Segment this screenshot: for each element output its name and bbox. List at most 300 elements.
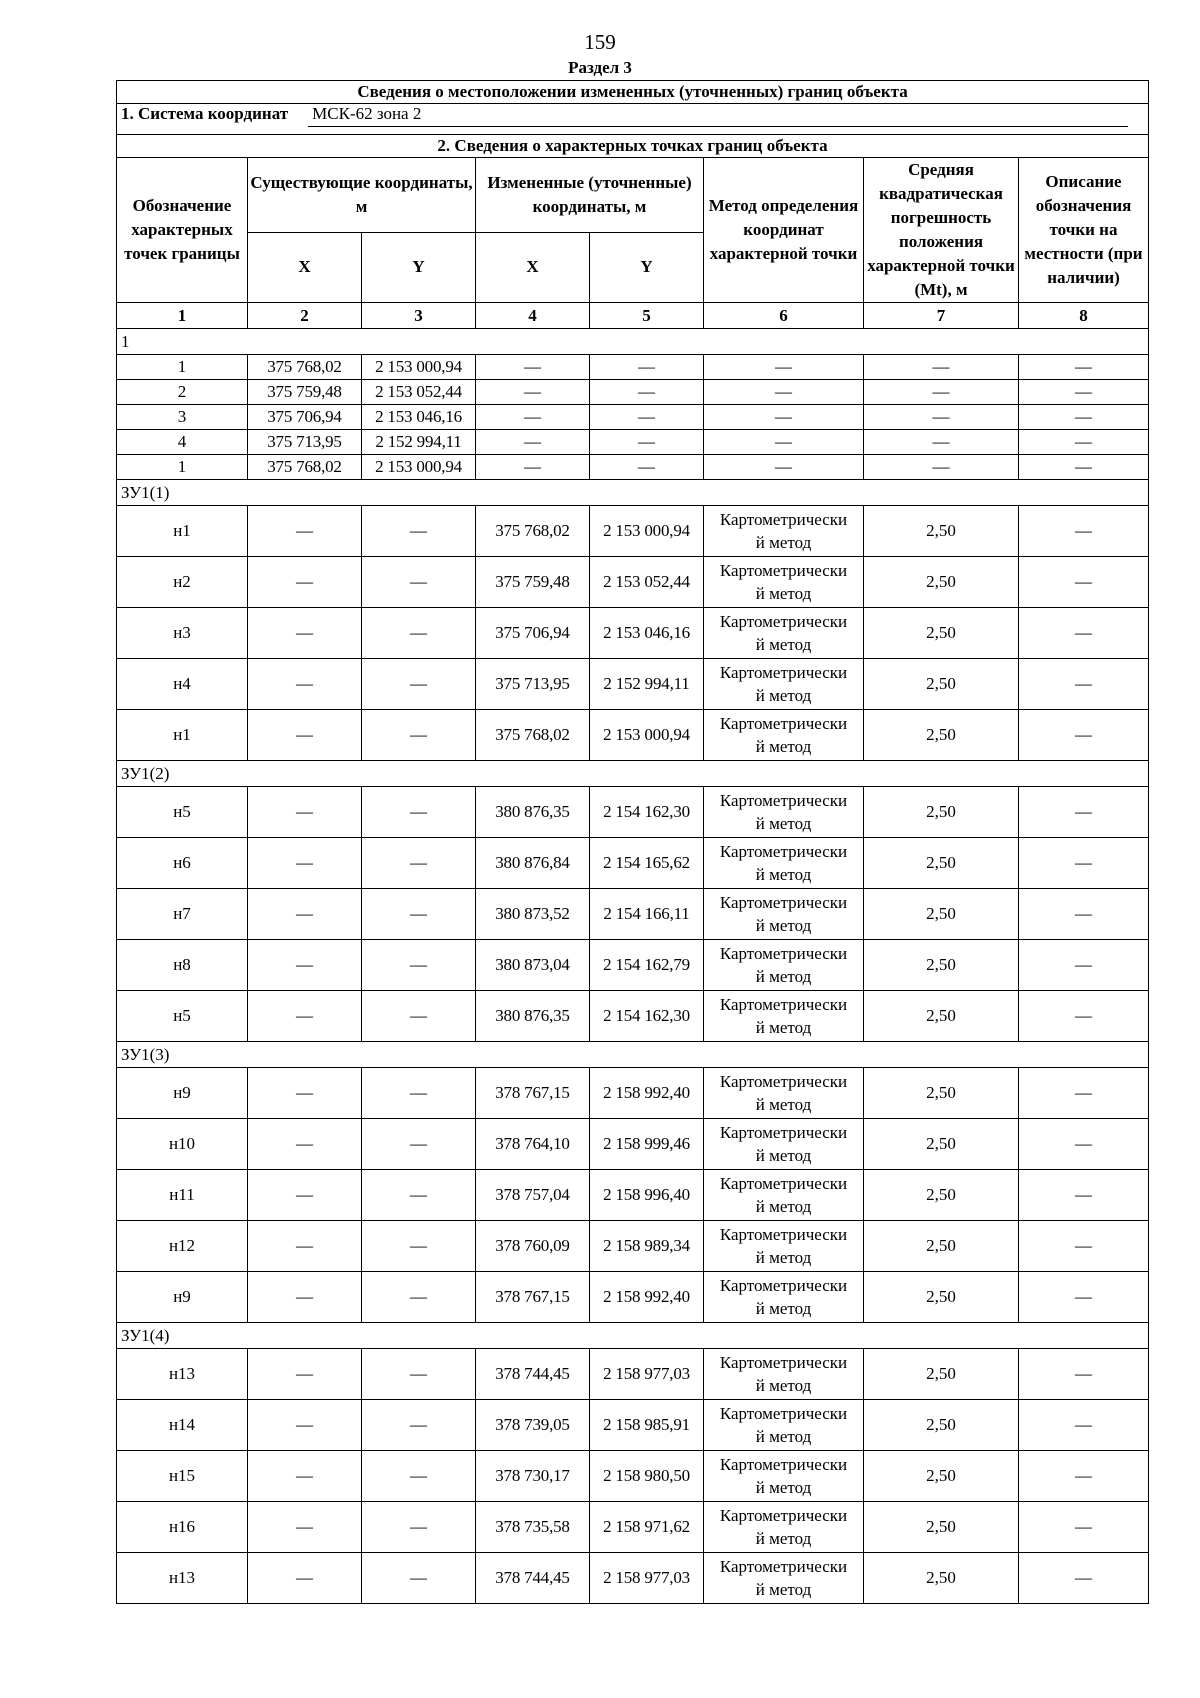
error: — <box>864 430 1019 455</box>
column-number-row <box>117 303 1149 329</box>
description: — <box>1019 889 1149 940</box>
description: — <box>1019 1119 1149 1170</box>
error: 2,50 <box>864 659 1019 710</box>
method-line: й метод <box>755 1299 812 1318</box>
existing-x: — <box>248 1272 362 1323</box>
table-row <box>117 405 1149 430</box>
method <box>704 889 864 940</box>
description: — <box>1019 710 1149 761</box>
changed-x: — <box>476 430 590 455</box>
description: — <box>1019 1553 1149 1604</box>
method <box>704 1553 864 1604</box>
changed-x: 380 876,35 <box>476 991 590 1042</box>
column-number: 3 <box>362 303 476 329</box>
column-number: 6 <box>704 303 864 329</box>
description: — <box>1019 1451 1149 1502</box>
method-line: й метод <box>755 1248 812 1267</box>
method-line: Картометрически <box>719 1072 848 1091</box>
changed-x: 378 730,17 <box>476 1451 590 1502</box>
changed-y: 2 158 985,91 <box>590 1400 704 1451</box>
existing-x: — <box>248 1400 362 1451</box>
error: 2,50 <box>864 889 1019 940</box>
description: — <box>1019 940 1149 991</box>
method <box>704 991 864 1042</box>
boundary-points-table <box>116 80 1149 1604</box>
point-designation: н16 <box>117 1502 248 1553</box>
method-line: й метод <box>755 635 812 654</box>
table-row <box>117 1451 1149 1502</box>
changed-y: 2 152 994,11 <box>590 659 704 710</box>
group-name: ЗУ1(1) <box>117 480 1149 506</box>
header-existing: Существующие координаты, м <box>248 158 476 233</box>
existing-y: 2 153 000,94 <box>362 455 476 480</box>
method-line: Картометрически <box>719 561 848 580</box>
points-title: 2. Сведения о характерных точках границ объекта <box>117 135 1149 158</box>
changed-x: — <box>476 380 590 405</box>
changed-x: 378 744,45 <box>476 1349 590 1400</box>
method <box>704 557 864 608</box>
existing-x: — <box>248 1451 362 1502</box>
method-line: Картометрически <box>719 612 848 631</box>
changed-y: 2 153 052,44 <box>590 557 704 608</box>
header-description: Описание обозначения точки на местности (при наличии) <box>1019 158 1149 303</box>
method-line: й метод <box>755 1580 812 1599</box>
method: — <box>704 355 864 380</box>
method-line: й метод <box>755 1095 812 1114</box>
description: — <box>1019 1502 1149 1553</box>
method <box>704 506 864 557</box>
table-body <box>117 81 1149 1604</box>
method <box>704 1349 864 1400</box>
changed-y: 2 153 046,16 <box>590 608 704 659</box>
existing-y: — <box>362 787 476 838</box>
table-row <box>117 1553 1149 1604</box>
existing-y: — <box>362 940 476 991</box>
header-method: Метод определения координат характерной точки <box>704 158 864 303</box>
group-name: ЗУ1(2) <box>117 761 1149 787</box>
changed-y: — <box>590 355 704 380</box>
existing-x: — <box>248 659 362 710</box>
existing-x: — <box>248 1221 362 1272</box>
existing-y: 2 152 994,11 <box>362 430 476 455</box>
description: — <box>1019 355 1149 380</box>
existing-x: 375 768,02 <box>248 455 362 480</box>
method-line: Картометрически <box>719 1123 848 1142</box>
table-row <box>117 557 1149 608</box>
table-row <box>117 710 1149 761</box>
changed-y: — <box>590 405 704 430</box>
changed-y: 2 153 000,94 <box>590 506 704 557</box>
description: — <box>1019 557 1149 608</box>
error: 2,50 <box>864 1170 1019 1221</box>
error: — <box>864 455 1019 480</box>
method-line: Картометрически <box>719 893 848 912</box>
error: 2,50 <box>864 1349 1019 1400</box>
existing-x: 375 706,94 <box>248 405 362 430</box>
section-title: Раздел 3 <box>568 58 632 77</box>
method: — <box>704 405 864 430</box>
method-line: Картометрически <box>719 663 848 682</box>
changed-y: 2 158 999,46 <box>590 1119 704 1170</box>
changed-y: — <box>590 430 704 455</box>
table-row <box>117 1119 1149 1170</box>
method-line: й метод <box>755 1427 812 1446</box>
point-designation: 2 <box>117 380 248 405</box>
point-designation: н15 <box>117 1451 248 1502</box>
error: 2,50 <box>864 1502 1019 1553</box>
changed-x: 378 760,09 <box>476 1221 590 1272</box>
method-line: й метод <box>755 1478 812 1497</box>
table-row <box>117 787 1149 838</box>
method-line: Картометрически <box>719 1353 848 1372</box>
table-row <box>117 455 1149 480</box>
table-row <box>117 1349 1149 1400</box>
changed-x: 378 767,15 <box>476 1272 590 1323</box>
error: 2,50 <box>864 940 1019 991</box>
table-title: Сведения о местоположении измененных (уточненных) границ объекта <box>117 81 1149 104</box>
method-line: Картометрически <box>719 1174 848 1193</box>
changed-y: — <box>590 380 704 405</box>
method-line: й метод <box>755 814 812 833</box>
error: 2,50 <box>864 1400 1019 1451</box>
existing-y: — <box>362 557 476 608</box>
point-designation: н6 <box>117 838 248 889</box>
existing-y: — <box>362 1400 476 1451</box>
method <box>704 787 864 838</box>
method-line: й метод <box>755 1018 812 1037</box>
existing-y: 2 153 046,16 <box>362 405 476 430</box>
existing-x: — <box>248 1119 362 1170</box>
error: 2,50 <box>864 1119 1019 1170</box>
changed-x: 375 768,02 <box>476 710 590 761</box>
description: — <box>1019 1170 1149 1221</box>
method-line: й метод <box>755 737 812 756</box>
coordinate-system-cell <box>117 104 1149 135</box>
table-row <box>117 659 1149 710</box>
description: — <box>1019 1400 1149 1451</box>
point-designation: н3 <box>117 608 248 659</box>
changed-x: 375 713,95 <box>476 659 590 710</box>
method <box>704 1068 864 1119</box>
table-title-row <box>117 81 1149 104</box>
header-error: Средняя квадратическая погрешность положения характерной точки (Mt), м <box>864 158 1019 303</box>
point-designation: н9 <box>117 1272 248 1323</box>
method <box>704 1400 864 1451</box>
point-designation: 3 <box>117 405 248 430</box>
page-number: 159 <box>584 30 616 54</box>
method-line: Картометрически <box>719 1506 848 1525</box>
existing-x: — <box>248 838 362 889</box>
method-line: й метод <box>755 1197 812 1216</box>
error: 2,50 <box>864 1451 1019 1502</box>
error: 2,50 <box>864 710 1019 761</box>
existing-y: — <box>362 608 476 659</box>
method <box>704 1119 864 1170</box>
point-designation: н13 <box>117 1553 248 1604</box>
changed-y: 2 158 992,40 <box>590 1068 704 1119</box>
existing-x: — <box>248 787 362 838</box>
changed-x: 375 768,02 <box>476 506 590 557</box>
method <box>704 940 864 991</box>
method-line: й метод <box>755 686 812 705</box>
method <box>704 1451 864 1502</box>
method-line: Картометрически <box>719 714 848 733</box>
existing-y: — <box>362 1553 476 1604</box>
method-line: Картометрически <box>719 791 848 810</box>
table-row <box>117 506 1149 557</box>
method <box>704 838 864 889</box>
error: 2,50 <box>864 1553 1019 1604</box>
method: — <box>704 455 864 480</box>
changed-x: — <box>476 455 590 480</box>
table-row <box>117 889 1149 940</box>
existing-y: — <box>362 838 476 889</box>
error: — <box>864 380 1019 405</box>
description: — <box>1019 455 1149 480</box>
description: — <box>1019 506 1149 557</box>
method-line: й метод <box>755 1376 812 1395</box>
error: 2,50 <box>864 1272 1019 1323</box>
changed-x: 380 876,84 <box>476 838 590 889</box>
method <box>704 710 864 761</box>
existing-y: — <box>362 1451 476 1502</box>
column-number: 2 <box>248 303 362 329</box>
changed-x: 380 873,04 <box>476 940 590 991</box>
coordinate-system-value: МСК-62 зона 2 <box>308 104 1128 127</box>
changed-y: 2 154 162,79 <box>590 940 704 991</box>
existing-x: 375 713,95 <box>248 430 362 455</box>
coordinate-system-label: 1. Система координат <box>121 104 289 123</box>
method <box>704 1272 864 1323</box>
method-line: й метод <box>755 865 812 884</box>
existing-x: — <box>248 1502 362 1553</box>
point-designation: н1 <box>117 710 248 761</box>
changed-y: 2 158 992,40 <box>590 1272 704 1323</box>
error: 2,50 <box>864 557 1019 608</box>
point-designation: н2 <box>117 557 248 608</box>
header-changed-y: Y <box>590 232 704 302</box>
changed-y: 2 154 162,30 <box>590 991 704 1042</box>
existing-x: 375 759,48 <box>248 380 362 405</box>
point-designation: н5 <box>117 991 248 1042</box>
existing-x: — <box>248 506 362 557</box>
existing-x: — <box>248 1349 362 1400</box>
existing-x: — <box>248 608 362 659</box>
table-row <box>117 1272 1149 1323</box>
existing-y: — <box>362 1272 476 1323</box>
description: — <box>1019 1068 1149 1119</box>
changed-x: 378 764,10 <box>476 1119 590 1170</box>
table-row <box>117 991 1149 1042</box>
method-line: Картометрически <box>719 1404 848 1423</box>
column-number: 1 <box>117 303 248 329</box>
changed-x: 380 873,52 <box>476 889 590 940</box>
method-line: й метод <box>755 916 812 935</box>
group-name: ЗУ1(3) <box>117 1042 1149 1068</box>
column-number: 7 <box>864 303 1019 329</box>
existing-x: 375 768,02 <box>248 355 362 380</box>
existing-y: — <box>362 506 476 557</box>
header-existing-y: Y <box>362 232 476 302</box>
points-title-row <box>117 135 1149 158</box>
table-row <box>117 1221 1149 1272</box>
changed-y: 2 158 980,50 <box>590 1451 704 1502</box>
table-row <box>117 838 1149 889</box>
existing-x: — <box>248 557 362 608</box>
method <box>704 1170 864 1221</box>
method <box>704 1221 864 1272</box>
changed-x: 378 735,58 <box>476 1502 590 1553</box>
changed-y: 2 158 977,03 <box>590 1349 704 1400</box>
existing-x: — <box>248 1068 362 1119</box>
method-line: й метод <box>755 1146 812 1165</box>
changed-y: — <box>590 455 704 480</box>
method-line: Картометрически <box>719 1557 848 1576</box>
method-line: Картометрически <box>719 510 848 529</box>
existing-y: — <box>362 1170 476 1221</box>
existing-x: — <box>248 1553 362 1604</box>
existing-y: — <box>362 1502 476 1553</box>
changed-y: 2 158 989,34 <box>590 1221 704 1272</box>
error: — <box>864 355 1019 380</box>
existing-x: — <box>248 710 362 761</box>
method <box>704 1502 864 1553</box>
group-header-row <box>117 329 1149 355</box>
header-row <box>117 158 1149 233</box>
point-designation: 4 <box>117 430 248 455</box>
existing-x: — <box>248 940 362 991</box>
changed-x: 375 759,48 <box>476 557 590 608</box>
description: — <box>1019 838 1149 889</box>
existing-y: — <box>362 991 476 1042</box>
group-name: 1 <box>117 329 1149 355</box>
header-existing-x: X <box>248 232 362 302</box>
changed-x: 375 706,94 <box>476 608 590 659</box>
point-designation: н12 <box>117 1221 248 1272</box>
method-line: Картометрически <box>719 842 848 861</box>
method-line: й метод <box>755 533 812 552</box>
point-designation: 1 <box>117 355 248 380</box>
error: 2,50 <box>864 838 1019 889</box>
changed-x: 378 739,05 <box>476 1400 590 1451</box>
changed-x: — <box>476 405 590 430</box>
error: — <box>864 405 1019 430</box>
changed-y: 2 154 166,11 <box>590 889 704 940</box>
table-row <box>117 1068 1149 1119</box>
changed-y: 2 153 000,94 <box>590 710 704 761</box>
changed-x: 378 744,45 <box>476 1553 590 1604</box>
error: 2,50 <box>864 991 1019 1042</box>
method-line: й метод <box>755 1529 812 1548</box>
description: — <box>1019 659 1149 710</box>
changed-y: 2 154 162,30 <box>590 787 704 838</box>
method-line: Картометрически <box>719 995 848 1014</box>
column-number: 4 <box>476 303 590 329</box>
point-designation: н11 <box>117 1170 248 1221</box>
changed-y: 2 154 165,62 <box>590 838 704 889</box>
description: — <box>1019 1272 1149 1323</box>
existing-x: — <box>248 991 362 1042</box>
error: 2,50 <box>864 1068 1019 1119</box>
point-designation: 1 <box>117 455 248 480</box>
existing-y: — <box>362 659 476 710</box>
existing-x: — <box>248 889 362 940</box>
point-designation: н4 <box>117 659 248 710</box>
changed-y: 2 158 996,40 <box>590 1170 704 1221</box>
method <box>704 659 864 710</box>
point-designation: н1 <box>117 506 248 557</box>
description: — <box>1019 405 1149 430</box>
error: 2,50 <box>864 1221 1019 1272</box>
changed-y: 2 158 971,62 <box>590 1502 704 1553</box>
method-line: й метод <box>755 584 812 603</box>
table-row <box>117 1400 1149 1451</box>
table-row <box>117 430 1149 455</box>
changed-x: 378 757,04 <box>476 1170 590 1221</box>
description: — <box>1019 608 1149 659</box>
table-row <box>117 608 1149 659</box>
existing-y: — <box>362 1221 476 1272</box>
column-number: 5 <box>590 303 704 329</box>
existing-y: — <box>362 1349 476 1400</box>
existing-y: 2 153 000,94 <box>362 355 476 380</box>
table-row <box>117 1170 1149 1221</box>
coordinate-system-row <box>117 104 1149 135</box>
column-number: 8 <box>1019 303 1149 329</box>
description: — <box>1019 991 1149 1042</box>
method: — <box>704 430 864 455</box>
description: — <box>1019 380 1149 405</box>
group-header-row <box>117 480 1149 506</box>
group-name: ЗУ1(4) <box>117 1323 1149 1349</box>
header-changed-x: X <box>476 232 590 302</box>
existing-y: — <box>362 1119 476 1170</box>
existing-y: — <box>362 1068 476 1119</box>
table-row <box>117 1502 1149 1553</box>
point-designation: н5 <box>117 787 248 838</box>
method <box>704 608 864 659</box>
header-changed: Измененные (уточненные) координаты, м <box>476 158 704 233</box>
error: 2,50 <box>864 608 1019 659</box>
changed-x: 378 767,15 <box>476 1068 590 1119</box>
method-line: Картометрически <box>719 944 848 963</box>
method-line: Картометрически <box>719 1276 848 1295</box>
changed-x: 380 876,35 <box>476 787 590 838</box>
existing-y: 2 153 052,44 <box>362 380 476 405</box>
table-row <box>117 355 1149 380</box>
method-line: й метод <box>755 967 812 986</box>
changed-x: — <box>476 355 590 380</box>
point-designation: н9 <box>117 1068 248 1119</box>
group-header-row <box>117 1042 1149 1068</box>
existing-y: — <box>362 710 476 761</box>
table-row <box>117 940 1149 991</box>
existing-y: — <box>362 889 476 940</box>
description: — <box>1019 1349 1149 1400</box>
table-row <box>117 380 1149 405</box>
method-line: Картометрически <box>719 1455 848 1474</box>
point-designation: н8 <box>117 940 248 991</box>
description: — <box>1019 787 1149 838</box>
error: 2,50 <box>864 787 1019 838</box>
existing-x: — <box>248 1170 362 1221</box>
header-designation: Обозначение характерных точек границы <box>117 158 248 303</box>
point-designation: н14 <box>117 1400 248 1451</box>
point-designation: н10 <box>117 1119 248 1170</box>
method-line: Картометрически <box>719 1225 848 1244</box>
description: — <box>1019 1221 1149 1272</box>
method: — <box>704 380 864 405</box>
